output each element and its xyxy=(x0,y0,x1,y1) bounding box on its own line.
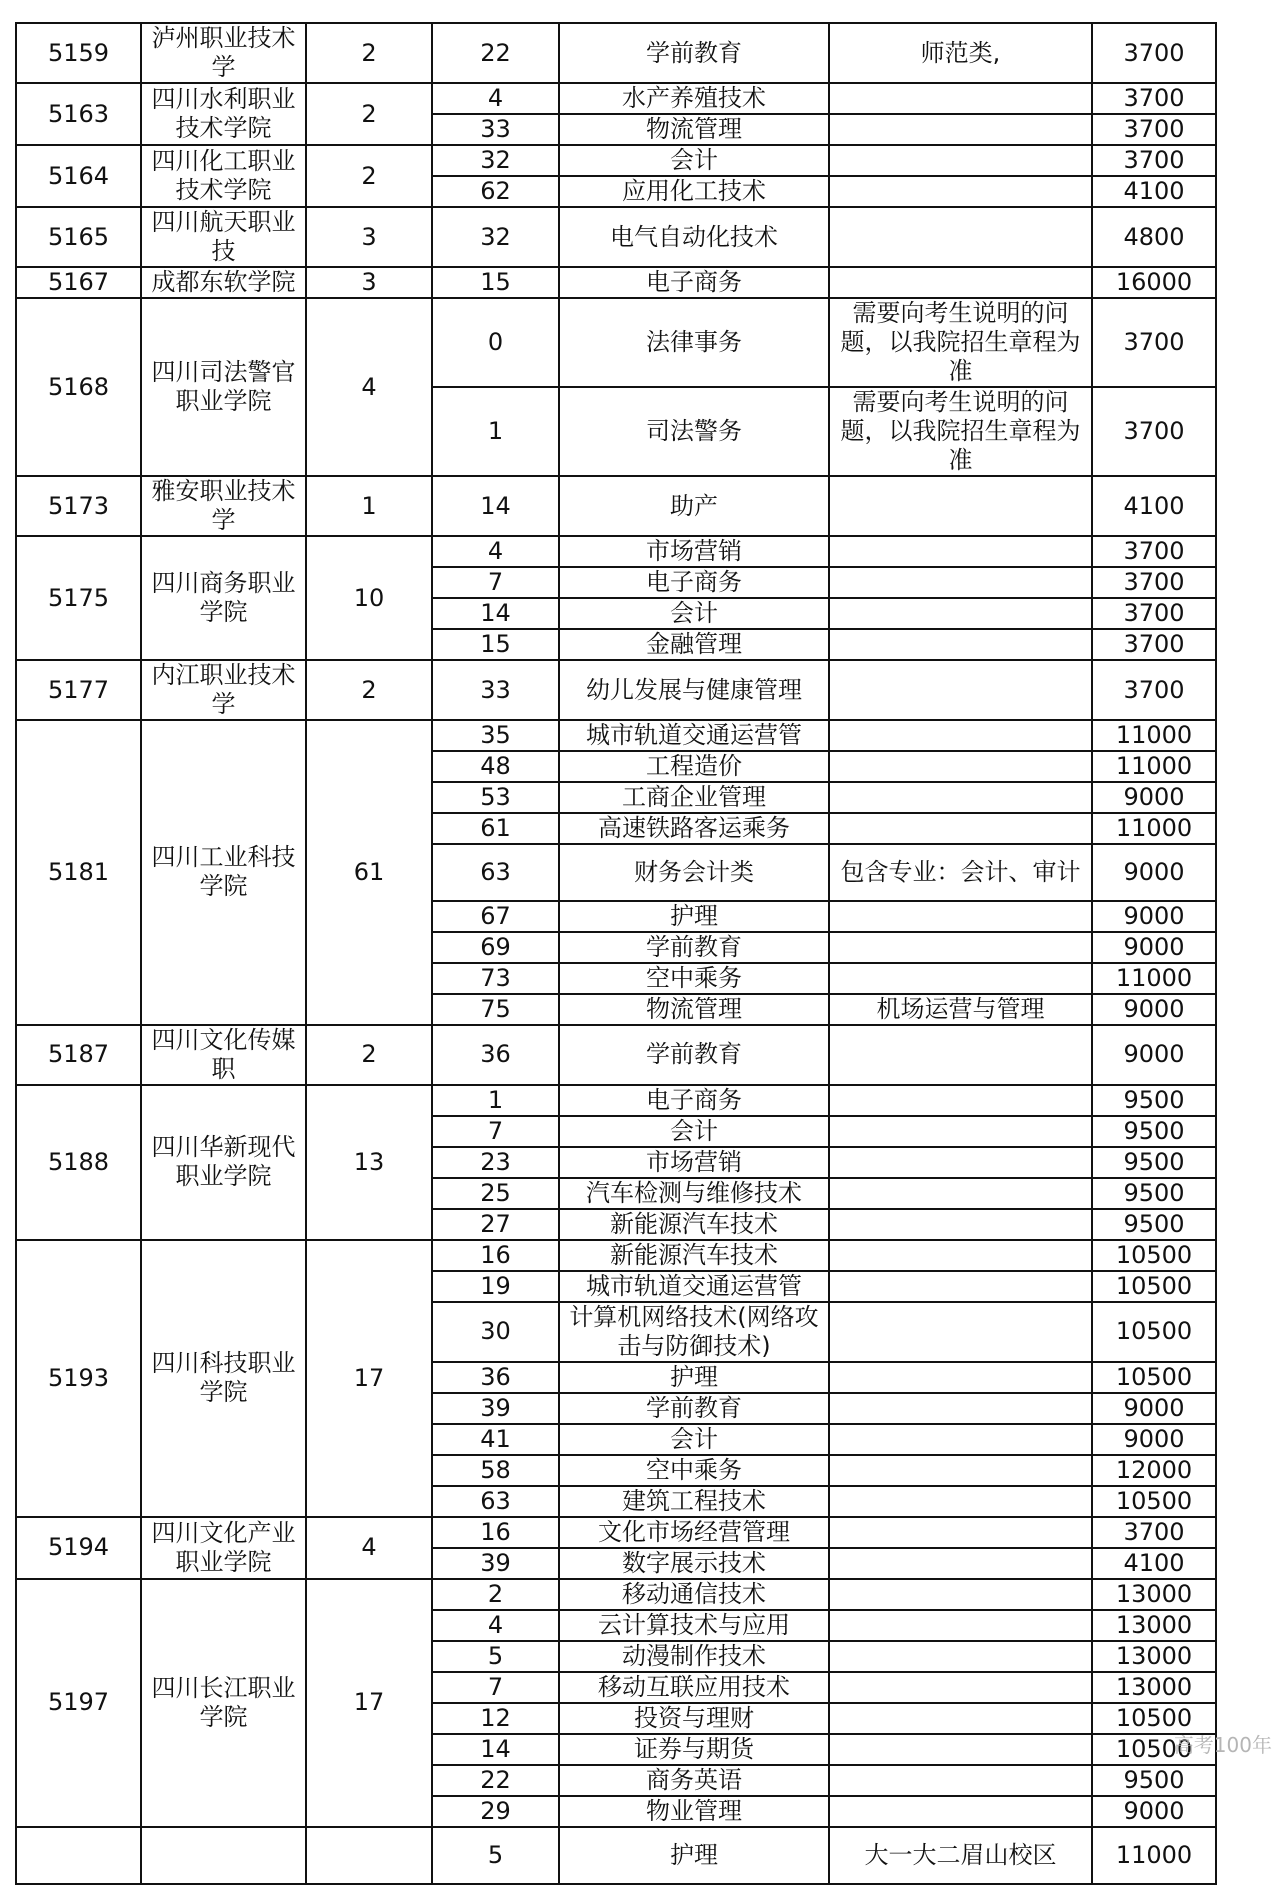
plan-count-cell: 2 xyxy=(306,83,432,145)
plan-count-cell: 17 xyxy=(306,1240,432,1517)
remark-cell xyxy=(829,83,1092,114)
major-name-cell: 数字展示技术 xyxy=(559,1548,829,1579)
major-code-cell: 29 xyxy=(432,1796,559,1827)
remark-cell xyxy=(829,1424,1092,1455)
school-name-cell: 四川长江职业学院 xyxy=(141,1579,306,1827)
remark-cell xyxy=(829,1486,1092,1517)
major-name-cell: 会计 xyxy=(559,145,829,176)
remark-cell xyxy=(829,1362,1092,1393)
major-code-cell: 4 xyxy=(432,83,559,114)
major-code-cell: 39 xyxy=(432,1393,559,1424)
remark-cell: 包含专业：会计、审计 xyxy=(829,844,1092,901)
major-code-cell: 41 xyxy=(432,1424,559,1455)
plan-count-cell: 3 xyxy=(306,207,432,267)
tuition-cell: 3700 xyxy=(1092,660,1216,720)
major-code-cell: 36 xyxy=(432,1362,559,1393)
remark-cell xyxy=(829,782,1092,813)
school-code-cell: 5188 xyxy=(16,1085,141,1240)
plan-count-cell: 1 xyxy=(306,476,432,536)
remark-cell xyxy=(829,901,1092,932)
plan-count-cell: 3 xyxy=(306,267,432,298)
major-name-cell: 金融管理 xyxy=(559,629,829,660)
tuition-cell: 3700 xyxy=(1092,114,1216,145)
table-row xyxy=(16,476,1216,536)
remark-cell xyxy=(829,1765,1092,1796)
major-name-cell: 物业管理 xyxy=(559,1796,829,1827)
major-code-cell: 2 xyxy=(432,1579,559,1610)
school-name-cell: 四川化工职业技术学院 xyxy=(141,145,306,207)
major-code-cell: 69 xyxy=(432,932,559,963)
remark-cell xyxy=(829,1548,1092,1579)
remark-cell xyxy=(829,1178,1092,1209)
remark-cell xyxy=(829,1302,1092,1362)
school-name-cell: 四川科技职业学院 xyxy=(141,1240,306,1517)
watermark: 高考100年 xyxy=(1173,1733,1272,1757)
major-name-cell: 护理 xyxy=(559,901,829,932)
major-name-cell: 电子商务 xyxy=(559,1085,829,1116)
table-row xyxy=(16,298,1216,387)
tuition-cell: 16000 xyxy=(1092,267,1216,298)
remark-cell xyxy=(829,963,1092,994)
table-row xyxy=(16,1240,1216,1271)
major-name-cell: 市场营销 xyxy=(559,536,829,567)
tuition-cell: 11000 xyxy=(1092,963,1216,994)
tuition-cell: 3700 xyxy=(1092,145,1216,176)
school-name-cell: 四川华新现代职业学院 xyxy=(141,1085,306,1240)
school-name-cell: 成都东软学院 xyxy=(141,267,306,298)
major-name-cell: 会计 xyxy=(559,1116,829,1147)
major-code-cell: 14 xyxy=(432,1734,559,1765)
school-name-cell: 四川工业科技学院 xyxy=(141,720,306,1025)
remark-cell: 需要向考生说明的问题，以我院招生章程为准 xyxy=(829,298,1092,387)
major-name-cell: 幼儿发展与健康管理 xyxy=(559,660,829,720)
school-code-cell: 5165 xyxy=(16,207,141,267)
major-name-cell: 学前教育 xyxy=(559,1393,829,1424)
school-code-cell: 5164 xyxy=(16,145,141,207)
major-code-cell: 1 xyxy=(432,387,559,476)
major-code-cell: 39 xyxy=(432,1548,559,1579)
plan-count-cell: 2 xyxy=(306,660,432,720)
major-name-cell: 工程造价 xyxy=(559,751,829,782)
major-code-cell: 1 xyxy=(432,1085,559,1116)
major-name-cell: 应用化工技术 xyxy=(559,176,829,207)
remark-cell xyxy=(829,476,1092,536)
major-name-cell: 投资与理财 xyxy=(559,1703,829,1734)
major-name-cell: 云计算技术与应用 xyxy=(559,1610,829,1641)
major-name-cell: 证券与期货 xyxy=(559,1734,829,1765)
tuition-cell: 9500 xyxy=(1092,1765,1216,1796)
major-code-cell: 62 xyxy=(432,176,559,207)
remark-cell xyxy=(829,1703,1092,1734)
table-row xyxy=(16,83,1216,114)
school-name-cell: 四川商务职业学院 xyxy=(141,536,306,660)
plan-count-cell: 2 xyxy=(306,145,432,207)
tuition-cell: 9000 xyxy=(1092,1424,1216,1455)
tuition-cell: 9000 xyxy=(1092,1393,1216,1424)
plan-count-cell: 17 xyxy=(306,1579,432,1827)
school-code-cell: 5175 xyxy=(16,536,141,660)
school-code-cell: 5167 xyxy=(16,267,141,298)
major-name-cell: 助产 xyxy=(559,476,829,536)
major-code-cell: 15 xyxy=(432,629,559,660)
major-name-cell: 新能源汽车技术 xyxy=(559,1240,829,1271)
remark-cell xyxy=(829,1271,1092,1302)
school-code-cell: 5173 xyxy=(16,476,141,536)
tuition-cell: 10500 xyxy=(1092,1362,1216,1393)
major-name-cell: 法律事务 xyxy=(559,298,829,387)
remark-cell: 师范类, xyxy=(829,23,1092,83)
major-name-cell: 护理 xyxy=(559,1362,829,1393)
major-code-cell: 32 xyxy=(432,207,559,267)
remark-cell xyxy=(829,1610,1092,1641)
school-name-cell: 雅安职业技术学 xyxy=(141,476,306,536)
major-code-cell: 32 xyxy=(432,145,559,176)
major-code-cell: 22 xyxy=(432,23,559,83)
tuition-cell: 3700 xyxy=(1092,83,1216,114)
major-name-cell: 学前教育 xyxy=(559,932,829,963)
major-name-cell: 会计 xyxy=(559,598,829,629)
remark-cell xyxy=(829,629,1092,660)
school-code-cell: 5187 xyxy=(16,1025,141,1085)
tuition-cell: 4100 xyxy=(1092,176,1216,207)
major-name-cell: 计算机网络技术(网络攻击与防御技术) xyxy=(559,1302,829,1362)
remark-cell xyxy=(829,1455,1092,1486)
enrollment-plan-table xyxy=(15,22,1217,1885)
tuition-cell: 11000 xyxy=(1092,751,1216,782)
major-code-cell: 48 xyxy=(432,751,559,782)
tuition-cell: 10500 xyxy=(1092,1486,1216,1517)
remark-cell xyxy=(829,176,1092,207)
remark-cell xyxy=(829,932,1092,963)
major-code-cell: 61 xyxy=(432,813,559,844)
school-code-cell xyxy=(16,1827,141,1884)
school-code-cell: 5168 xyxy=(16,298,141,476)
major-name-cell: 电子商务 xyxy=(559,267,829,298)
major-name-cell: 物流管理 xyxy=(559,994,829,1025)
major-name-cell: 汽车检测与维修技术 xyxy=(559,1178,829,1209)
school-code-cell: 5163 xyxy=(16,83,141,145)
plan-count-cell xyxy=(306,1827,432,1884)
remark-cell xyxy=(829,813,1092,844)
remark-cell xyxy=(829,145,1092,176)
remark-cell xyxy=(829,1517,1092,1548)
major-name-cell: 空中乘务 xyxy=(559,963,829,994)
tuition-cell: 3700 xyxy=(1092,629,1216,660)
school-name-cell: 四川水利职业技术学院 xyxy=(141,83,306,145)
table-row xyxy=(16,145,1216,176)
school-name-cell: 泸州职业技术学 xyxy=(141,23,306,83)
major-name-cell: 高速铁路客运乘务 xyxy=(559,813,829,844)
remark-cell xyxy=(829,1579,1092,1610)
remark-cell xyxy=(829,720,1092,751)
major-code-cell: 75 xyxy=(432,994,559,1025)
plan-count-cell: 13 xyxy=(306,1085,432,1240)
plan-count-cell: 2 xyxy=(306,23,432,83)
major-code-cell: 33 xyxy=(432,114,559,145)
major-name-cell: 空中乘务 xyxy=(559,1455,829,1486)
school-code-cell: 5181 xyxy=(16,720,141,1025)
tuition-cell: 9500 xyxy=(1092,1209,1216,1240)
tuition-cell: 3700 xyxy=(1092,598,1216,629)
major-name-cell: 工商企业管理 xyxy=(559,782,829,813)
remark-cell xyxy=(829,1085,1092,1116)
tuition-cell: 3700 xyxy=(1092,23,1216,83)
tuition-cell: 9000 xyxy=(1092,901,1216,932)
major-code-cell: 27 xyxy=(432,1209,559,1240)
major-code-cell: 25 xyxy=(432,1178,559,1209)
remark-cell xyxy=(829,1672,1092,1703)
tuition-cell: 13000 xyxy=(1092,1579,1216,1610)
remark-cell xyxy=(829,567,1092,598)
major-name-cell: 水产养殖技术 xyxy=(559,83,829,114)
major-name-cell: 城市轨道交通运营管 xyxy=(559,720,829,751)
major-code-cell: 63 xyxy=(432,844,559,901)
remark-cell xyxy=(829,1025,1092,1085)
school-code-cell: 5177 xyxy=(16,660,141,720)
tuition-cell: 3700 xyxy=(1092,298,1216,387)
major-name-cell: 文化市场经营管理 xyxy=(559,1517,829,1548)
tuition-cell: 9000 xyxy=(1092,994,1216,1025)
major-code-cell: 5 xyxy=(432,1641,559,1672)
major-code-cell: 4 xyxy=(432,536,559,567)
plan-count-cell: 4 xyxy=(306,1517,432,1579)
major-code-cell: 23 xyxy=(432,1147,559,1178)
major-name-cell: 新能源汽车技术 xyxy=(559,1209,829,1240)
table-row xyxy=(16,207,1216,267)
plan-count-cell: 2 xyxy=(306,1025,432,1085)
major-code-cell: 15 xyxy=(432,267,559,298)
major-name-cell: 学前教育 xyxy=(559,23,829,83)
major-name-cell: 电气自动化技术 xyxy=(559,207,829,267)
school-code-cell: 5194 xyxy=(16,1517,141,1579)
major-code-cell: 5 xyxy=(432,1827,559,1884)
major-name-cell: 司法警务 xyxy=(559,387,829,476)
school-code-cell: 5193 xyxy=(16,1240,141,1517)
remark-cell xyxy=(829,1147,1092,1178)
major-code-cell: 30 xyxy=(432,1302,559,1362)
major-code-cell: 73 xyxy=(432,963,559,994)
major-name-cell: 移动通信技术 xyxy=(559,1579,829,1610)
major-code-cell: 16 xyxy=(432,1517,559,1548)
tuition-cell: 3700 xyxy=(1092,1517,1216,1548)
remark-cell: 需要向考生说明的问题，以我院招生章程为准 xyxy=(829,387,1092,476)
major-code-cell: 19 xyxy=(432,1271,559,1302)
major-code-cell: 35 xyxy=(432,720,559,751)
school-code-cell: 5159 xyxy=(16,23,141,83)
school-name-cell: 内江职业技术学 xyxy=(141,660,306,720)
remark-cell xyxy=(829,751,1092,782)
remark-cell xyxy=(829,1796,1092,1827)
remark-cell: 机场运营与管理 xyxy=(829,994,1092,1025)
major-name-cell: 物流管理 xyxy=(559,114,829,145)
school-name-cell: 四川司法警官职业学院 xyxy=(141,298,306,476)
tuition-cell: 9500 xyxy=(1092,1116,1216,1147)
major-code-cell: 58 xyxy=(432,1455,559,1486)
tuition-cell: 9000 xyxy=(1092,844,1216,901)
major-name-cell: 电子商务 xyxy=(559,567,829,598)
tuition-cell: 11000 xyxy=(1092,813,1216,844)
tuition-cell: 11000 xyxy=(1092,1827,1216,1884)
tuition-cell: 9000 xyxy=(1092,1796,1216,1827)
tuition-cell: 13000 xyxy=(1092,1641,1216,1672)
major-code-cell: 22 xyxy=(432,1765,559,1796)
table-row xyxy=(16,1827,1216,1884)
major-code-cell: 36 xyxy=(432,1025,559,1085)
major-name-cell: 财务会计类 xyxy=(559,844,829,901)
major-name-cell: 学前教育 xyxy=(559,1025,829,1085)
remark-cell xyxy=(829,267,1092,298)
tuition-cell: 10500 xyxy=(1092,1271,1216,1302)
tuition-cell: 9500 xyxy=(1092,1147,1216,1178)
tuition-cell: 10500 xyxy=(1092,1703,1216,1734)
tuition-cell: 9000 xyxy=(1092,1025,1216,1085)
remark-cell xyxy=(829,1209,1092,1240)
remark-cell xyxy=(829,114,1092,145)
major-code-cell: 33 xyxy=(432,660,559,720)
tuition-cell: 4800 xyxy=(1092,207,1216,267)
tuition-cell: 9000 xyxy=(1092,782,1216,813)
major-code-cell: 53 xyxy=(432,782,559,813)
plan-count-cell: 4 xyxy=(306,298,432,476)
tuition-cell: 9500 xyxy=(1092,1085,1216,1116)
major-name-cell: 护理 xyxy=(559,1827,829,1884)
major-name-cell: 市场营销 xyxy=(559,1147,829,1178)
tuition-cell: 10500 xyxy=(1092,1302,1216,1362)
school-code-cell: 5197 xyxy=(16,1579,141,1827)
tuition-cell: 3700 xyxy=(1092,536,1216,567)
major-code-cell: 14 xyxy=(432,476,559,536)
major-code-cell: 63 xyxy=(432,1486,559,1517)
major-code-cell: 7 xyxy=(432,1672,559,1703)
table-row xyxy=(16,267,1216,298)
major-name-cell: 建筑工程技术 xyxy=(559,1486,829,1517)
remark-cell xyxy=(829,207,1092,267)
remark-cell xyxy=(829,536,1092,567)
remark-cell xyxy=(829,1393,1092,1424)
table-row xyxy=(16,1025,1216,1085)
tuition-cell: 12000 xyxy=(1092,1455,1216,1486)
tuition-cell: 9000 xyxy=(1092,932,1216,963)
major-code-cell: 7 xyxy=(432,1116,559,1147)
plan-count-cell: 10 xyxy=(306,536,432,660)
remark-cell xyxy=(829,1641,1092,1672)
remark-cell xyxy=(829,1240,1092,1271)
remark-cell xyxy=(829,598,1092,629)
major-code-cell: 12 xyxy=(432,1703,559,1734)
school-name-cell: 四川航天职业技 xyxy=(141,207,306,267)
major-code-cell: 4 xyxy=(432,1610,559,1641)
tuition-cell: 10500 xyxy=(1092,1240,1216,1271)
tuition-cell: 4100 xyxy=(1092,476,1216,536)
table-row xyxy=(16,23,1216,83)
major-name-cell: 城市轨道交通运营管 xyxy=(559,1271,829,1302)
school-name-cell: 四川文化产业职业学院 xyxy=(141,1517,306,1579)
table-row xyxy=(16,720,1216,751)
tuition-cell: 13000 xyxy=(1092,1672,1216,1703)
table-row xyxy=(16,1579,1216,1610)
tuition-cell: 4100 xyxy=(1092,1548,1216,1579)
major-code-cell: 16 xyxy=(432,1240,559,1271)
tuition-cell: 10500 xyxy=(1092,1734,1216,1765)
major-name-cell: 动漫制作技术 xyxy=(559,1641,829,1672)
tuition-cell: 3700 xyxy=(1092,567,1216,598)
major-code-cell: 7 xyxy=(432,567,559,598)
table-row xyxy=(16,1517,1216,1548)
remark-cell xyxy=(829,1734,1092,1765)
major-code-cell: 14 xyxy=(432,598,559,629)
table-row xyxy=(16,1085,1216,1116)
tuition-cell: 11000 xyxy=(1092,720,1216,751)
major-code-cell: 0 xyxy=(432,298,559,387)
major-code-cell: 67 xyxy=(432,901,559,932)
tuition-cell: 9500 xyxy=(1092,1178,1216,1209)
major-name-cell: 商务英语 xyxy=(559,1765,829,1796)
school-name-cell xyxy=(141,1827,306,1884)
tuition-cell: 13000 xyxy=(1092,1610,1216,1641)
table-row xyxy=(16,536,1216,567)
remark-cell xyxy=(829,1116,1092,1147)
remark-cell: 大一大二眉山校区 xyxy=(829,1827,1092,1884)
remark-cell xyxy=(829,660,1092,720)
tuition-cell: 3700 xyxy=(1092,387,1216,476)
plan-count-cell: 61 xyxy=(306,720,432,1025)
major-name-cell: 移动互联应用技术 xyxy=(559,1672,829,1703)
major-name-cell: 会计 xyxy=(559,1424,829,1455)
school-name-cell: 四川文化传媒职 xyxy=(141,1025,306,1085)
table-row xyxy=(16,660,1216,720)
